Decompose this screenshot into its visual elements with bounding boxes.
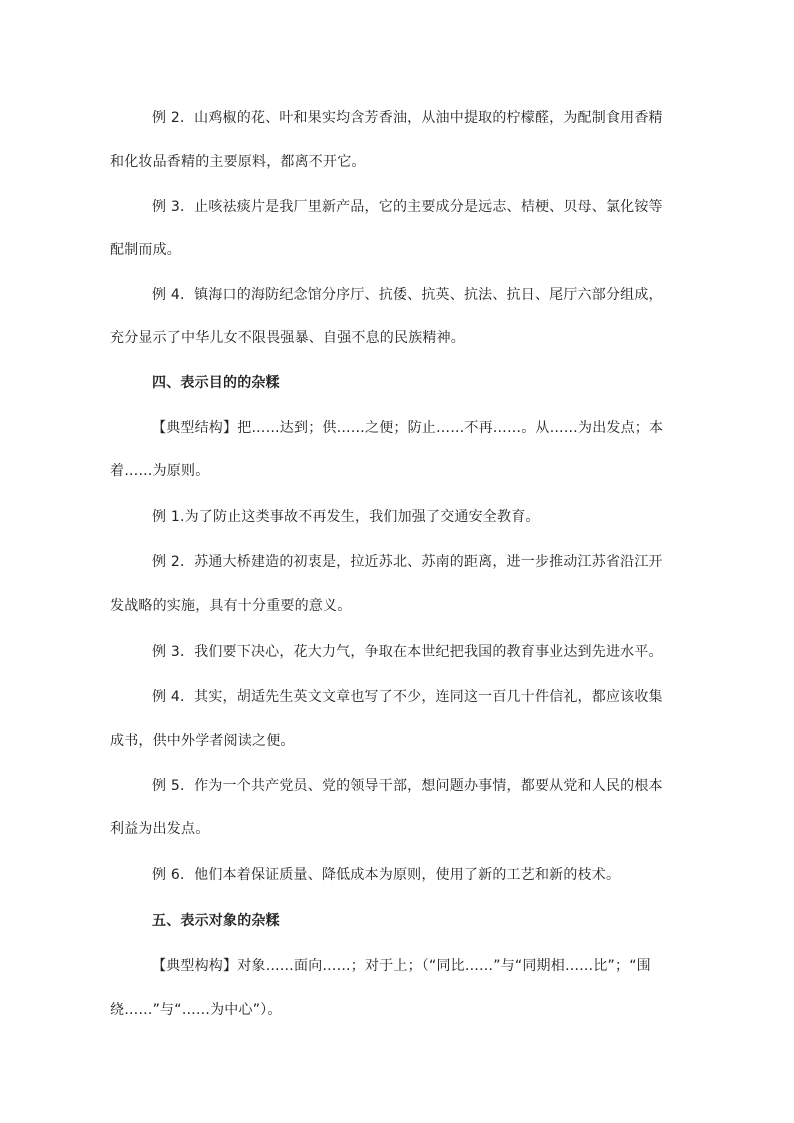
typical-structure-purpose-line-2: 着……为原则。 — [110, 463, 210, 479]
example-4-museum-line-1: 例 4．镇海口的海防纪念馆分序厅、抗倭、抗英、抗法、抗日、尾厅六部分组成， — [152, 287, 663, 303]
typical-structure-object-line-1: 【典型构构】对象……面向……；对于上；（“同比……”与“同期相……比”；“围 — [152, 958, 651, 974]
purpose-example-4-line-2: 成书，供中外学者阅读之便。 — [110, 733, 295, 749]
typical-structure-purpose-line-1: 【典型结构】把……达到；供……之便；防止……不再……。从……为出发点；本 — [152, 420, 664, 436]
section-heading-purpose: 四、表示目的的杂糅 — [152, 375, 280, 391]
example-2-plant-line-1: 例 2．山鸡椒的花、叶和果实均含芳香油，从油中提取的柠檬醛，为配制食用香精 — [152, 110, 663, 126]
purpose-example-2-line-2: 发战略的实施，具有十分重要的意义。 — [110, 598, 352, 614]
example-3-medicine-line-2: 配制而成。 — [110, 242, 181, 258]
purpose-example-2-line-1: 例 2．苏通大桥建造的初衷是，拉近苏北、苏南的距离，进一步推动江苏省沿江开 — [152, 554, 663, 570]
typical-structure-object-line-2: 绕……”与“……为中心”）。 — [110, 1002, 282, 1018]
purpose-example-5-line-1: 例 5．作为一个共产党员、党的领导干部，想问题办事情，都要从党和人民的根本 — [152, 778, 663, 794]
example-2-plant-line-2: 和化妆品香精的主要原料，都离不开它。 — [110, 154, 366, 170]
purpose-example-3: 例 3．我们要下决心，花大力气，争取在本世纪把我国的教育事业达到先进水平。 — [152, 644, 663, 660]
purpose-example-6: 例 6．他们本着保证质量、降低成本为原则，使用了新的工艺和新的枝术。 — [152, 867, 621, 883]
purpose-example-4-line-1: 例 4．其实，胡适先生英文文章也写了不少，连同这一百几十件信礼，都应该收集 — [152, 689, 663, 705]
purpose-example-5-line-2: 利益为出发点。 — [110, 821, 210, 837]
section-heading-object: 五、表示对象的杂糅 — [152, 913, 280, 929]
purpose-example-1: 例 1.为了防止这类事故不再发生，我们加强了交通安全教育。 — [152, 509, 540, 525]
example-3-medicine-line-1: 例 3．止咳祛痰片是我厂里新产品，它的主要成分是远志、桔梗、贝母、氯化铵等 — [152, 199, 663, 215]
example-4-museum-line-2: 充分显示了中华儿女不限畏强暴、自强不息的民族精神。 — [110, 330, 465, 346]
